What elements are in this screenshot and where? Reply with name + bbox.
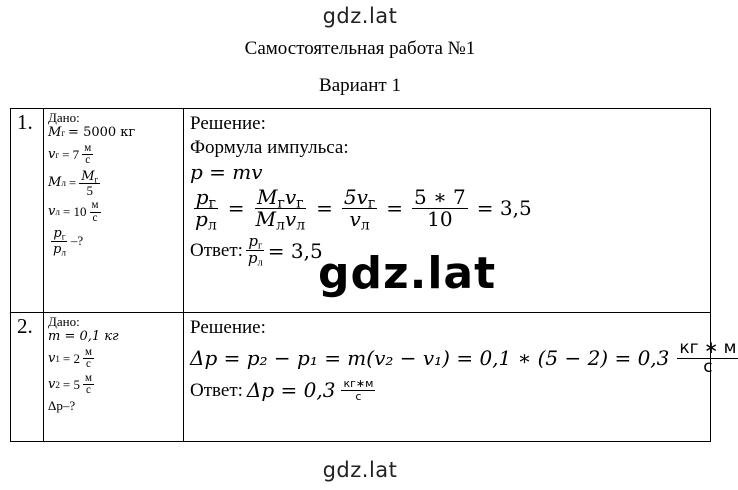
mass-fraction: $\frac{M_г}{5}$ [81,168,99,199]
problem-row-2 [11,313,711,442]
ratio-5v: $\frac{5v_г}{v_л}$ [343,184,376,233]
unit-fraction: $\frac{м}{с}$ [84,141,92,167]
given-speed-truck: v г = 7 $\frac{м}{с}$ [48,141,92,167]
result-unit-fraction: $\frac{кг ∗ м}{с}$ [679,337,737,377]
variant-title: Вариант 1 [319,75,401,96]
given-speed-2: v 2 = 5 $\frac{м}{с}$ [48,371,92,397]
unit-fraction: $\frac{м}{с}$ [85,345,92,371]
watermark-bottom: gdz.lat [322,458,398,482]
watermark-top: gdz.lat [322,4,398,28]
unit-fraction: $\frac{м}{с}$ [85,371,92,397]
given-question: $\frac{p_г}{p_л}$ –? [53,226,84,258]
ratio-chain: $\frac{p_г}{p_л}$ = $\frac{M_гv_г}{M_лv_л}$ = $\frac{5v_г}{v_л}$ = $\frac{5 ∗ 7}{10}$ = 3,5 [195,184,532,233]
given-speed-1: v 1 = 2 $\frac{м}{с}$ [48,345,92,371]
given-cell [44,313,184,442]
problem-number: 2. [11,313,44,442]
solution-heading: Решение: [190,113,266,134]
page-title: Самостоятельная работа №1 [244,38,476,59]
answer-fraction: $\frac{p_г}{p_л}$ [247,231,263,269]
question-fraction: $\frac{p_г}{p_л}$ [53,226,66,258]
given-question: Δp–? [48,397,76,413]
formula: p = mv [190,159,263,184]
formula-label: Формула импульса: [190,136,349,158]
ratio-mv: $\frac{M_гv_г}{M_лv_л}$ [255,184,306,233]
problem-number: 1. [11,109,44,313]
given-label: Дано: [48,314,80,329]
ratio-p: $\frac{p_г}{p_л}$ [195,184,217,233]
given-speed-car: v л = 10 $\frac{м}{с}$ [48,199,99,224]
watermark-center: gdz.lat [318,248,497,299]
given-label: Дано: [48,110,80,125]
unit-fraction: $\frac{м}{с}$ [91,199,99,224]
given-cell [44,109,184,313]
answer-line: Ответ: Δp = 0,3 $\frac{кг∗м}{с}$ [190,377,374,403]
given-mass-car: M л = $\frac{M_г}{5}$ [48,168,99,199]
solution-cell [184,313,737,442]
answer-unit-fraction: $\frac{кг∗м}{с}$ [343,377,374,403]
ratio-numeric: $\frac{5 ∗ 7}{10}$ [414,184,466,231]
solution-heading: Решение: [190,317,266,338]
answer-line: Ответ: $\frac{p_г}{p_л}$ = 3,5 [190,231,323,269]
given-mass: m = 0,1 кг [48,329,119,345]
momentum-equation: Δp = p₂ − p₁ = m(v₂ − v₁) = 0,1 ∗ (5 − 2) = 0,3 $\frac{кг ∗ м}{с}$ [190,337,737,377]
given-mass-truck: M г = 5000 кг [48,125,136,141]
